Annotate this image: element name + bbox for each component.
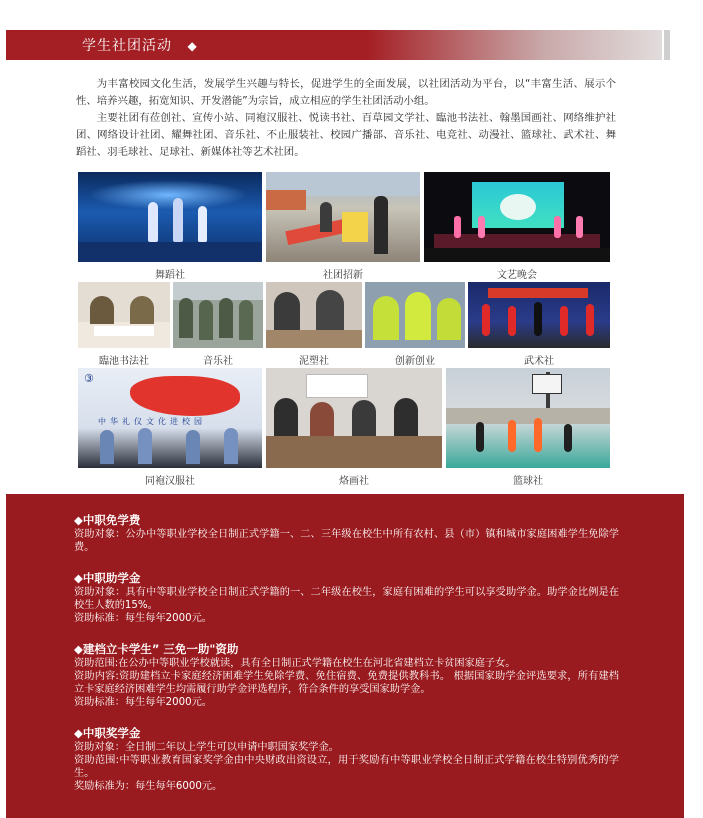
aid-section-line: 资助对象：公办中等职业学校全日制正式学籍一、二、三年级在校生中所有农村、县（市）镇和城市家庭困难学生免除学费。 bbox=[74, 529, 619, 553]
aid-section-line: 资助对象：全日制二年以上学生可以申请中职国家奖学金。 bbox=[74, 742, 339, 753]
photo-pyrography-club bbox=[266, 368, 442, 468]
intro-text bbox=[76, 76, 616, 161]
aid-section-line: 资助标准：每生每年2000元。 bbox=[74, 697, 212, 708]
photo-dance-club bbox=[78, 172, 262, 262]
photo-martial-arts-club bbox=[468, 282, 610, 348]
photo-basketball-club bbox=[446, 368, 610, 468]
caption-hanfu-club: 同袍汉服社 bbox=[145, 476, 195, 487]
caption-martial-arts-club: 武术社 bbox=[524, 356, 554, 367]
aid-section-tuition-free bbox=[74, 514, 619, 554]
caption-innovation-club: 创新创业 bbox=[395, 356, 435, 367]
aid-section-title: ◆中职免学费 bbox=[74, 513, 141, 527]
financial-aid-content bbox=[74, 514, 619, 793]
photo-calligraphy-club bbox=[78, 282, 170, 348]
aid-section-title: ◆中职助学金 bbox=[74, 571, 141, 585]
photo-hanfu-club bbox=[78, 368, 262, 468]
section-title-text: 学生社团活动 bbox=[82, 38, 172, 54]
diamond-icon: ◆ bbox=[187, 39, 198, 53]
caption-basketball-club: 篮球社 bbox=[513, 476, 543, 487]
caption-art-gala: 文艺晚会 bbox=[497, 270, 537, 281]
aid-section-line: 资助范围:在公办中等职业学校就读，具有全日制正式学籍在校生在河北省建档立卡贫困家庭子女。 bbox=[74, 658, 516, 669]
aid-section-title: ◆建档立卡学生” 三免一助"资助 bbox=[74, 642, 239, 656]
photo-music-club bbox=[173, 282, 263, 348]
aid-section-grant bbox=[74, 572, 619, 625]
aid-section-title: ◆中职奖学金 bbox=[74, 726, 141, 740]
photo-club-recruitment bbox=[266, 172, 420, 262]
photo-art-gala bbox=[424, 172, 610, 262]
aid-section-line: 资助范围:中等职业教育国家奖学金由中央财政出资设立，用于奖励有中等职业学校全日制正式学籍在校生特别优秀的学生。 bbox=[74, 755, 619, 779]
aid-section-poverty-support bbox=[74, 643, 619, 709]
caption-dance-club: 舞蹈社 bbox=[155, 270, 185, 281]
caption-clay-club: 泥塑社 bbox=[299, 356, 329, 367]
caption-club-recruitment: 社团招新 bbox=[323, 270, 363, 281]
aid-section-line: 资助标准：每生每年2000元。 bbox=[74, 613, 212, 624]
intro-paragraph-1: 为丰富校园文化生活，发展学生兴趣与特长，促进学生的全面发展，以社团活动为平台，以“丰富生活、展示个性、培养兴趣，拓宽知识、开发潜能”为宗旨，成立相应的学生社团活动小组。 bbox=[76, 78, 616, 107]
photo-innovation-club bbox=[365, 282, 465, 348]
aid-section-line: 资助对象：具有中等职业学校全日制正式学籍的一、二年级在校生，家庭有困难的学生可以享受助学金。助学金比例是在校生人数的15%。 bbox=[74, 587, 619, 611]
caption-music-club: 音乐社 bbox=[203, 356, 233, 367]
section-title bbox=[82, 36, 198, 56]
caption-calligraphy-club: 臨池书法社 bbox=[99, 356, 149, 367]
hanfu-badge: ③ bbox=[84, 372, 94, 385]
banner-end-bar bbox=[664, 30, 670, 60]
intro-paragraph-2: 主要社团有莅创社、宣传小站、同袍汉服社、悦读书社、百草园文学社、臨池书法社、翰墨国画社、网络维护社团、网络设计社团、耀舞社团、音乐社、不止服装社、校园广播部、音乐社、电竞社、动漫社、篮球社、武术社、舞蹈社、羽毛球社、足球社、新媒体社等艺术社团。 bbox=[76, 112, 616, 158]
hanfu-banner-text: 中华礼仪文化进校园 bbox=[98, 417, 206, 426]
aid-section-scholarship bbox=[74, 727, 619, 793]
caption-pyrography-club: 烙画社 bbox=[339, 476, 369, 487]
photo-clay-club bbox=[266, 282, 362, 348]
aid-section-line: 奖励标准为：每生每年6000元。 bbox=[74, 781, 223, 792]
aid-section-line: 资助内容:资助建档立卡家庭经济困难学生免除学费、免住宿费、免费提供教科书。 根据国家助学金评选要求，所有建档立卡家庭经济困难学生均需履行助学金评选程序，符合条件的享受国家助学金。 bbox=[74, 671, 619, 695]
